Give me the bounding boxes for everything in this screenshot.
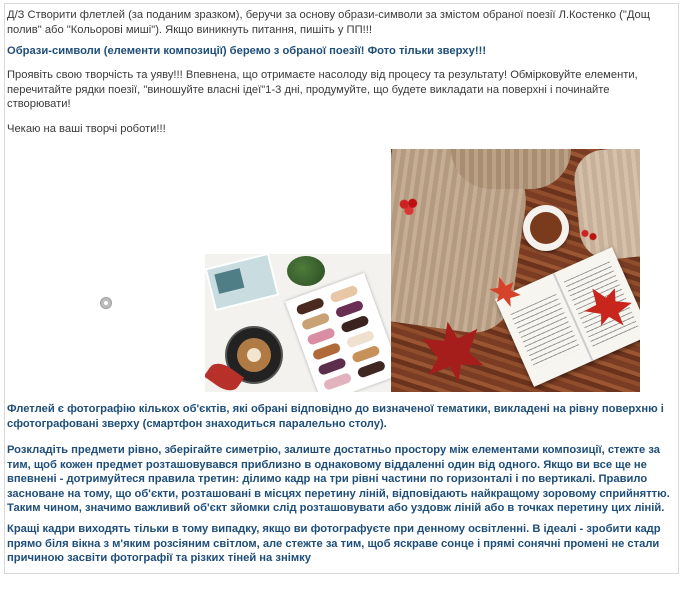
flatlay-photo-autumn[interactable] [391,149,640,392]
assignment-post [4,3,679,574]
sweater-sleeve-graphic [451,149,571,189]
eclair-box-graphic [285,273,393,392]
loading-spinner-icon [100,297,112,309]
assignment-emphasis: Образи-символи (елементи композиції) беремо з обраної поезії! Фото тільки зверху!!! [7,45,487,57]
assignment-intro: Д/З Створити флетлей (за поданим зразком), беручи за основу образи-символи за змістом обраної поезії Л.Костенко ("Дощ полив" або "Кольорові миші"). Якщо виникнуть питання, пишіть у ПП!!! [7,9,650,36]
creativity-paragraph: Проявіть свою творчість та уяву!!! Впевнена, що отримаєте насолоду від процесу та результату! Обмірковуйте елементи, перечитайте рядки поезії, "виношуйте власні ідеї"1-3 дні, продумуйте, що будете викладати на поверхні і починайте створювати! [7,69,638,110]
composition-tips: Розкладіть предмети рівно, зберігайте симетрію, залиште достатньо простору між елементами композиції, стежте за тим, щоб кожен предмет розташовувався приблизно в однаковому віддаленні один від одного. Якщо ви все ще не впевнені - дотримуйтеся правила третин: ділимо кадр на три рівні частини по горизонталі і по вертикалі. Правило засноване на тому, що об'єкти, розташовані в місцях перетину ліній, відповідають найкращому зоровому сприйняттю. Таким чином, значимо важливий об'єкт зйомки слід розташовувати або уздовж ліній або в точках перетину цих ліній. [7,444,670,514]
berries-graphic [397,197,421,215]
plant-graphic [287,256,325,286]
flatlay-photo-eclairs[interactable] [205,254,393,392]
scarf-graphic [571,149,640,262]
closing-line: Чекаю на ваші творчі роботи!!! [7,123,166,135]
berries-graphic-2 [579,227,599,243]
lighting-tips: Кращі кадри виходять тільки в тому випадку, якщо ви фотографуєте при денному освітленні. В ідеалі - зробити кадр прямо біля вікна з м'яким розсіяним світлом, але стежте за тим, щоб яскраве сонце і прямі сонячні промені не стали причиною засвіти фотографії та різких тіней на знімку [7,523,661,564]
tea-cup-graphic [523,205,569,251]
notebook-graphic [205,254,279,311]
flatlay-definition: Флетлей є фотографію кількох об'єктів, які обрані відповідно до визначеної тематики, викладені на рівну поверхню і сфотографовані зверху (смартфон знаходиться паралельно столу). [7,403,664,430]
